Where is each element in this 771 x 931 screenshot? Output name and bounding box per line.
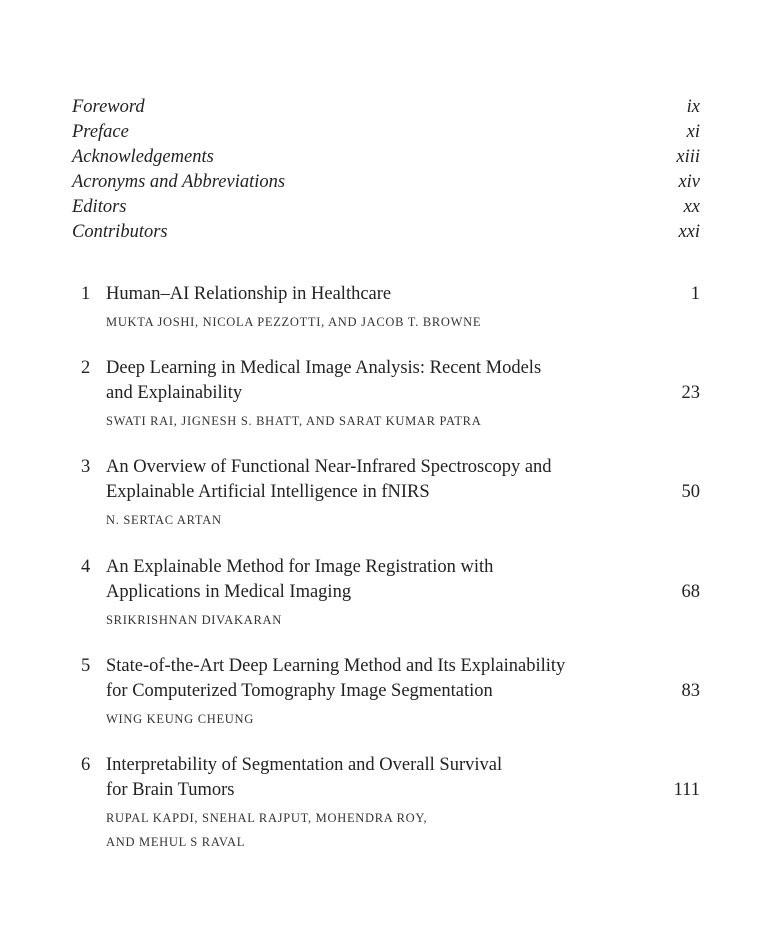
chapter-title [106,654,565,704]
chapter-authors-line: RUPAL KAPDI, SNEHAL RAJPUT, MOHENDRA ROY, [106,811,428,825]
chapter-body [106,455,700,532]
chapter-title [106,455,552,505]
chapter-title-line: An Explainable Method for Image Registration with [106,557,494,577]
toc-entry-page: xx [683,197,700,217]
chapter-authors-line: SWATI RAI, JIGNESH S. BHATT, AND SARAT KUMAR PATRA [106,414,482,428]
chapter-number: 4 [81,557,91,577]
chapter-title-line: Human–AI Relationship in Healthcare [106,284,392,304]
toc-entry-label: Contributors [72,222,168,242]
toc-entry-label: Preface [72,122,129,142]
chapter-entry-1[interactable] [76,282,700,334]
chapter-title-line: and Explainability [106,383,243,403]
chapter-title-row [106,282,700,307]
chapter-page: 83 [681,681,700,701]
toc-entry-page: ix [686,97,700,117]
chapter-title [106,753,502,803]
toc-entry-acknowledgements[interactable] [72,145,700,170]
chapter-body [106,654,700,731]
chapter-authors [106,310,700,334]
chapter-authors-line: AND MEHUL S RAVAL [106,835,246,849]
toc-entry-label: Acknowledgements [72,147,214,167]
toc-entry-preface[interactable] [72,120,700,145]
toc-entry-editors[interactable] [72,195,700,220]
chapter-authors [106,608,700,632]
chapter-title-row [106,555,700,605]
front-matter-list [72,95,700,245]
toc-entry-contributors[interactable] [72,220,700,245]
chapter-title-line: for Computerized Tomography Image Segmentation [106,681,493,701]
chapter-authors [106,409,700,433]
toc-entry-page: xxi [678,222,700,242]
chapter-authors [106,707,700,731]
chapter-title [106,356,541,406]
chapter-title [106,555,493,605]
toc-entry-acronyms[interactable] [72,170,700,195]
chapter-authors [106,806,700,854]
chapter-entry-6[interactable] [76,753,700,854]
chapter-page: 50 [681,482,700,502]
chapter-title [106,282,391,307]
toc-entry-label: Editors [72,197,127,217]
toc-entry-page: xiii [676,147,700,167]
toc-entry-page: xiv [678,172,700,192]
chapter-authors-line: MUKTA JOSHI, NICOLA PEZZOTTI, AND JACOB T. BROWNE [106,315,482,329]
chapter-title-line: State-of-the-Art Deep Learning Method and Its Explainability [106,656,566,676]
chapter-page: 23 [681,383,700,403]
chapter-body [106,282,700,334]
chapter-entry-4[interactable] [76,555,700,632]
chapter-body [106,356,700,433]
chapter-authors-line: N. SERTAC ARTAN [106,513,222,527]
chapter-number: 1 [81,284,91,304]
chapter-entry-3[interactable] [76,455,700,532]
chapter-title-line: for Brain Tumors [106,780,235,800]
chapter-number: 5 [81,656,91,676]
chapter-page: 111 [673,780,700,800]
chapter-entry-2[interactable] [76,356,700,433]
toc-entry-foreword[interactable] [72,95,700,120]
chapter-title-line: Interpretability of Segmentation and Overall Survival [106,755,503,775]
chapter-page: 1 [690,284,700,304]
chapter-title-row [106,356,700,406]
chapter-title-line: An Overview of Functional Near-Infrared Spectroscopy and [106,457,552,477]
chapter-body [106,555,700,632]
chapter-page: 68 [681,582,700,602]
toc-entry-label: Acronyms and Abbreviations [72,172,286,192]
chapter-title-row [106,654,700,704]
toc-entry-label: Foreword [72,97,145,117]
chapter-authors-line: SRIKRISHNAN DIVAKARAN [106,613,282,627]
chapter-title-row [106,753,700,803]
chapter-title-row [106,455,700,505]
chapter-title-line: Deep Learning in Medical Image Analysis: Recent Models [106,358,542,378]
chapter-title-line: Explainable Artificial Intelligence in fNIRS [106,482,430,502]
toc-entry-page: xi [686,122,700,142]
chapter-title-line: Applications in Medical Imaging [106,582,352,602]
chapter-authors-line: WING KEUNG CHEUNG [106,712,254,726]
chapter-entry-5[interactable] [76,654,700,731]
chapter-number: 3 [81,457,91,477]
chapter-body [106,753,700,854]
chapter-authors [106,508,700,532]
chapter-number: 2 [81,358,91,378]
chapter-number: 6 [81,755,91,775]
